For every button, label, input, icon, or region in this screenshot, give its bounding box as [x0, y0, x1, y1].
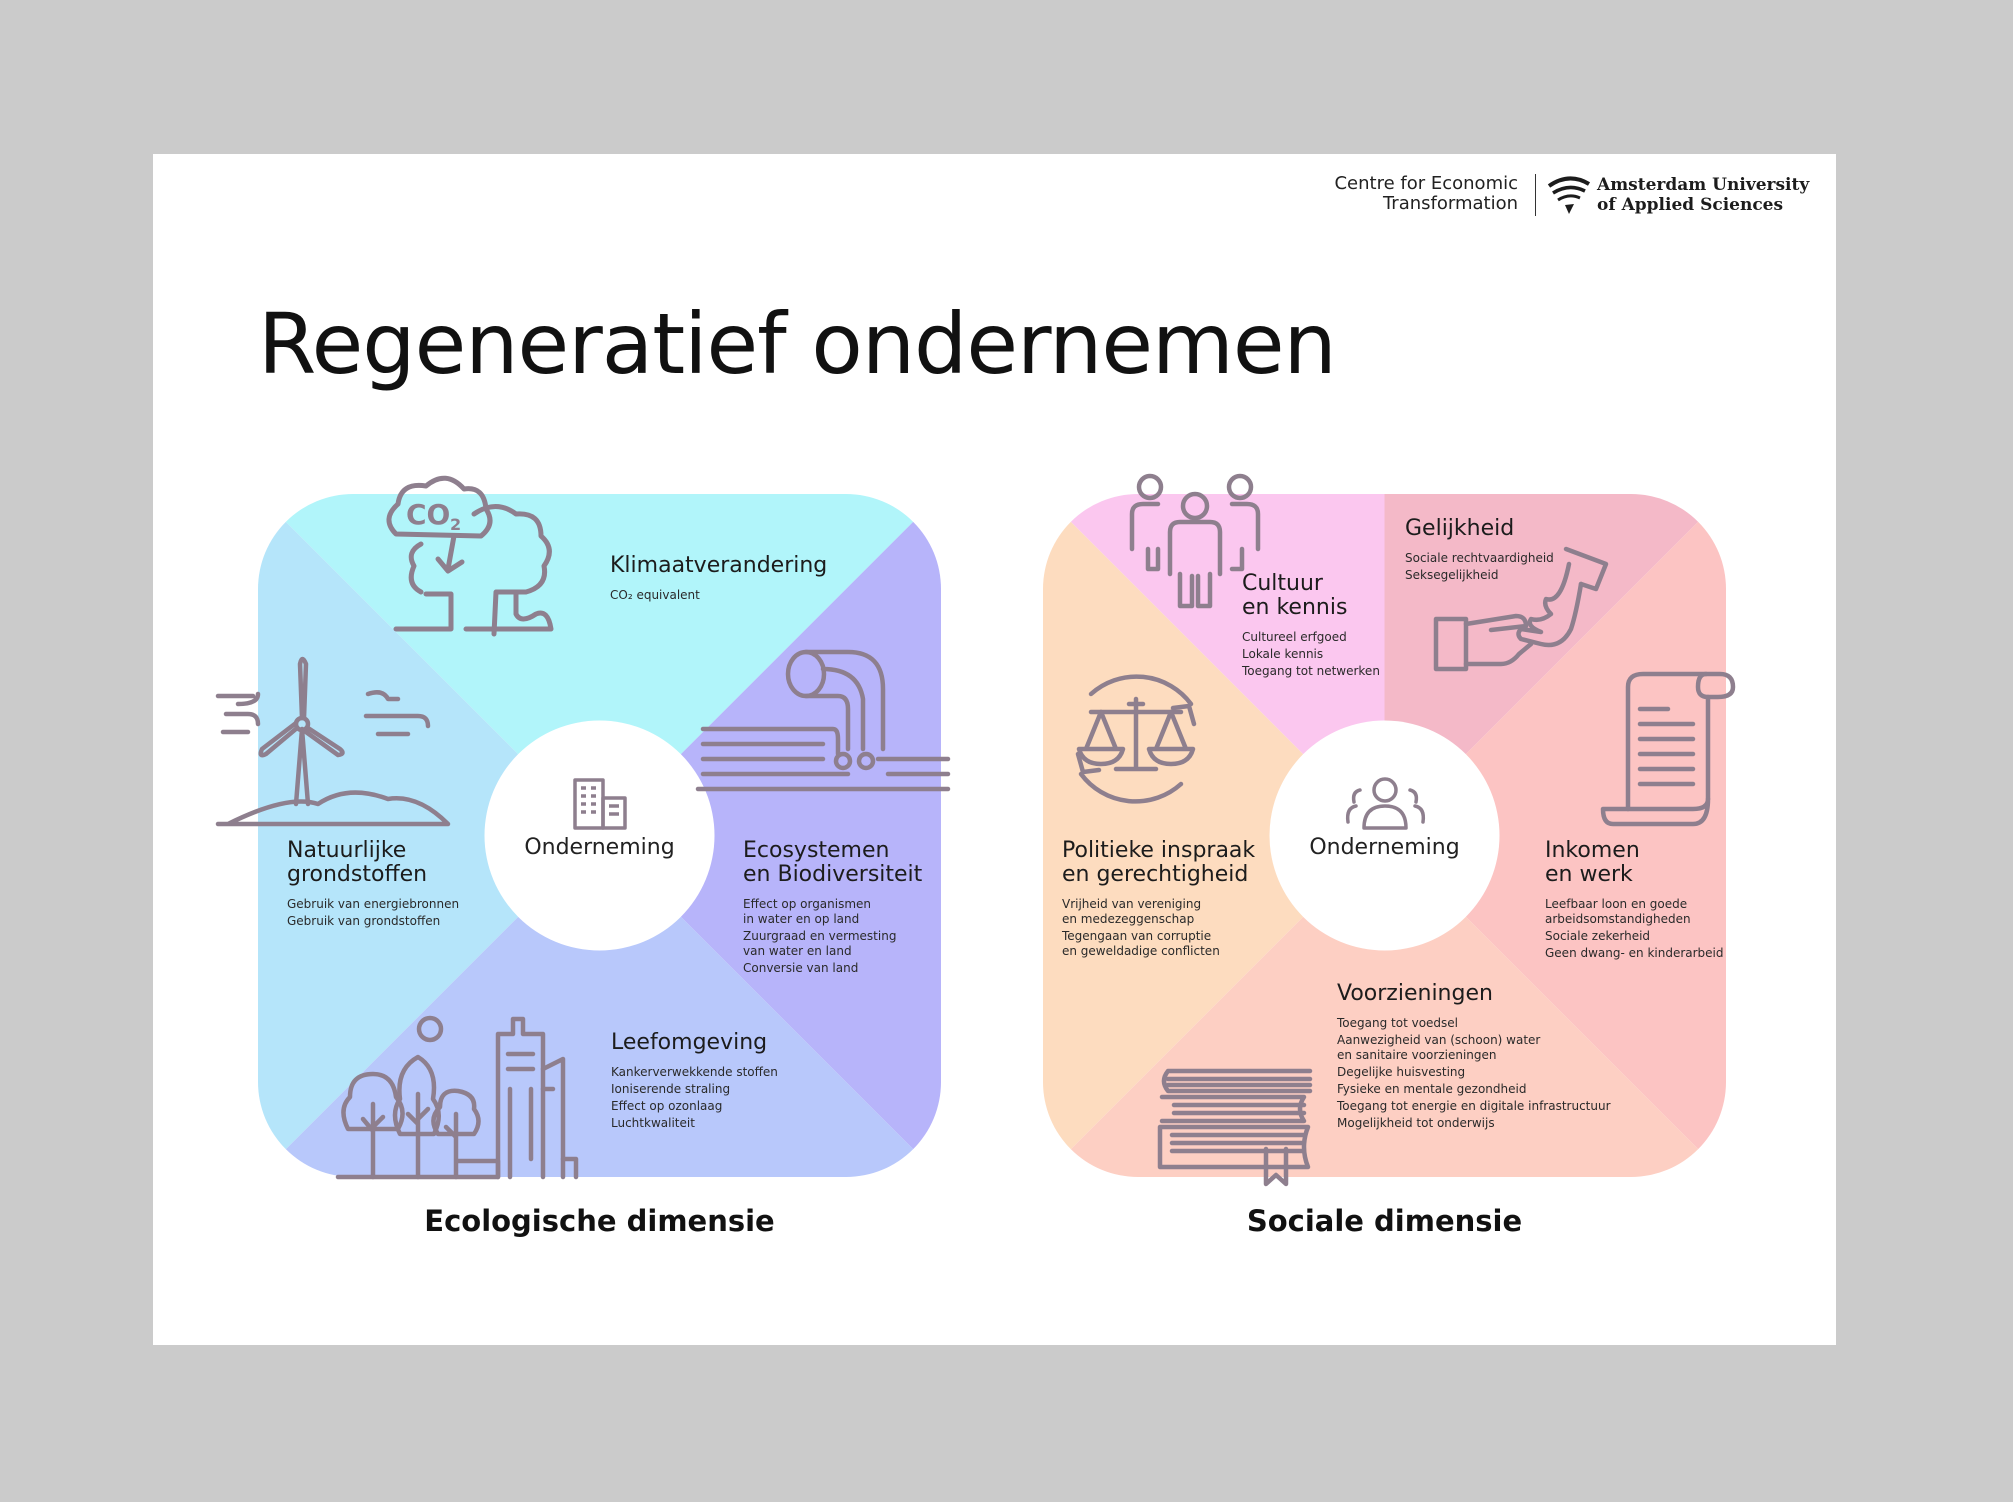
segment-item: Aanwezigheid van (schoon) water en sanitaire voorzieningen	[1337, 1033, 1541, 1062]
segment-item: Leefbaar loon en goede arbeidsomstandigheden	[1545, 897, 1691, 926]
segment-items	[1062, 897, 1255, 959]
ecological-dimension-label: Ecologische dimensie	[424, 1204, 775, 1238]
segment-item: Sociale zekerheid	[1545, 929, 1651, 943]
segment-title: Ecosystemen en Biodiversiteit	[743, 838, 923, 887]
group-icon	[1338, 776, 1433, 835]
segment-title: Klimaatverandering	[610, 553, 828, 578]
segment-item: Conversie van land	[743, 961, 859, 975]
segment-items	[1545, 897, 1724, 961]
wind-turbine-icon	[218, 634, 478, 838]
segment-item: Geen dwang- en kinderarbeid	[1545, 946, 1724, 960]
segment-item: Cultureel erfgoed	[1242, 630, 1347, 644]
segment-item: Ioniserende straling	[611, 1082, 731, 1096]
segment-items	[1405, 551, 1554, 583]
cet-line2: Transformation	[1382, 193, 1518, 214]
segment-items	[1242, 630, 1380, 679]
segment-item: Sociale rechtvaardigheid	[1405, 551, 1554, 565]
document-scroll-icon	[1598, 669, 1738, 833]
segment-items	[743, 897, 922, 976]
segment-item: Seksegelijkheid	[1405, 568, 1499, 582]
segment-items	[611, 1065, 778, 1131]
segment-klimaatverandering	[610, 554, 827, 605]
ecological-diagram	[258, 494, 941, 1177]
segment-item: Toegang tot energie en digitale infrastructuur	[1337, 1099, 1611, 1113]
segment-gelijkheid	[1405, 517, 1554, 585]
segment-item: Gebruik van grondstoffen	[287, 914, 441, 928]
segment-item: Mogelijkheid tot onderwijs	[1337, 1116, 1495, 1130]
segment-item: Fysieke en mentale gezondheid	[1337, 1082, 1527, 1096]
segment-title: Politieke inspraak en gerechtigheid	[1062, 838, 1256, 887]
segment-title: Leefomgeving	[611, 1030, 768, 1055]
pipe-outflow-icon	[698, 649, 948, 803]
segment-item: Zuurgraad en vermesting van water en land	[743, 929, 897, 958]
page-title: Regeneratief ondernemen	[258, 295, 1336, 393]
cet-line1: Centre for Economic	[1334, 173, 1518, 194]
building-icon	[573, 776, 628, 835]
soc-center-label: Onderneming	[1309, 835, 1460, 860]
segment-cultuur-en-kennis	[1242, 572, 1380, 681]
segment-leefomgeving	[611, 1031, 778, 1133]
svg-text:CO: CO	[406, 498, 451, 531]
segment-item: Degelijke huisvesting	[1337, 1065, 1466, 1079]
segment-title: Cultuur en kennis	[1242, 571, 1348, 620]
auas-line1: Amsterdam University	[1597, 175, 1810, 195]
logo-divider	[1535, 174, 1536, 216]
segment-title: Inkomen en werk	[1545, 838, 1640, 887]
auas-logo-text	[1597, 175, 1809, 215]
segment-natuurlijke-grondstoffen	[287, 839, 459, 931]
segment-title: Voorzieningen	[1337, 981, 1493, 1006]
svg-text:2: 2	[450, 515, 462, 534]
segment-politieke-inspraak	[1062, 839, 1255, 961]
segment-items	[610, 588, 827, 603]
slide	[153, 154, 1836, 1345]
segment-inkomen-en-werk	[1545, 839, 1724, 963]
segment-voorzieningen	[1337, 982, 1611, 1133]
trees-buildings-icon	[338, 1009, 598, 1181]
co2-tree-icon	[376, 474, 566, 658]
segment-items	[287, 897, 459, 929]
justice-scale-icon	[1061, 664, 1211, 818]
segment-item: Effect op ozonlaag	[611, 1099, 723, 1113]
social-dimension-label: Sociale dimensie	[1246, 1204, 1523, 1238]
segment-item: Effect op organismen in water en op land	[743, 897, 872, 926]
social-diagram	[1043, 494, 1726, 1177]
eco-center-label: Onderneming	[524, 835, 675, 860]
segment-item: Gebruik van energiebronnen	[287, 897, 460, 911]
books-icon	[1158, 1069, 1318, 1173]
segment-item: Toegang tot voedsel	[1337, 1016, 1459, 1030]
segment-title: Natuurlijke grondstoffen	[287, 838, 428, 887]
segment-items	[1337, 1016, 1611, 1131]
segment-item: Lokale kennis	[1242, 647, 1324, 661]
segment-item: Vrijheid van vereniging en medezeggenschap	[1062, 897, 1202, 926]
cet-logo-text	[1334, 174, 1518, 214]
segment-ecosystemen	[743, 839, 922, 978]
segment-item: Kankerverwekkende stoffen	[611, 1065, 778, 1079]
segment-item: Luchtkwaliteit	[611, 1116, 695, 1130]
auas-logo-icon	[1547, 174, 1591, 216]
auas-line2: of Applied Sciences	[1597, 195, 1784, 215]
segment-title: Gelijkheid	[1405, 516, 1515, 541]
segment-item: Tegengaan van corruptie en geweldadige conflicten	[1062, 929, 1220, 958]
segment-item: CO₂ equivalent	[610, 588, 700, 602]
segment-item: Toegang tot netwerken	[1242, 664, 1380, 678]
